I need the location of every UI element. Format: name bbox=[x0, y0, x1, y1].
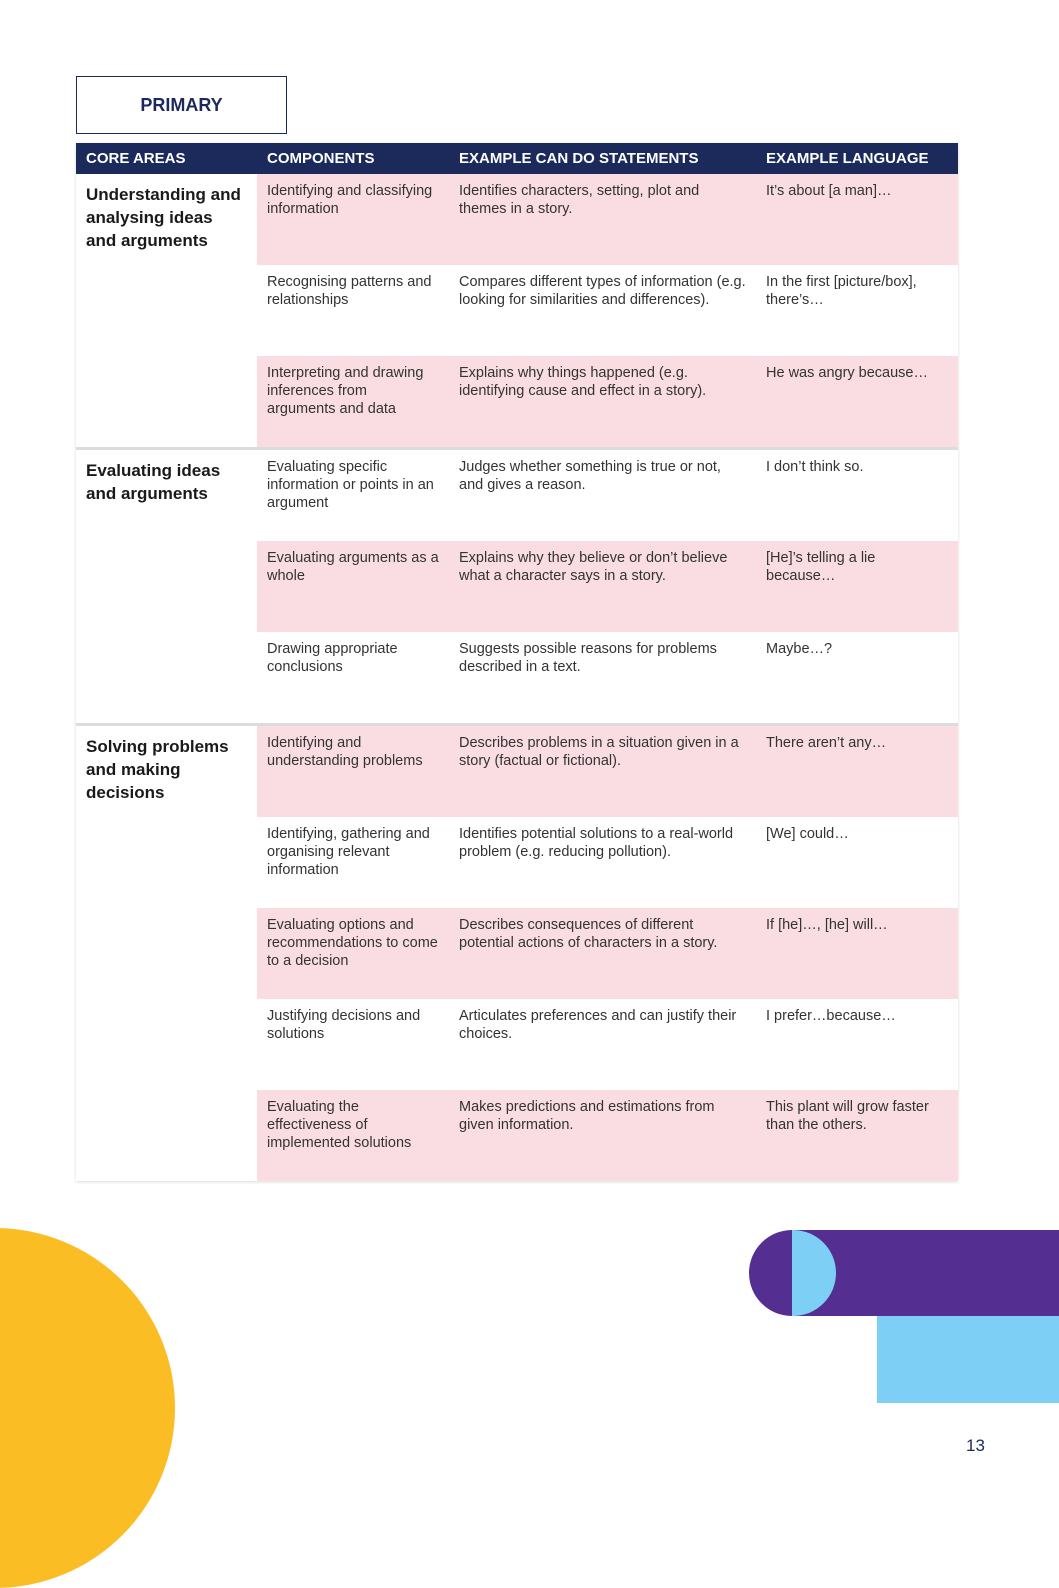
statement-cell: Explains why things happened (e.g. identifying cause and effect in a story). bbox=[459, 365, 707, 399]
header-statements: EXAMPLE CAN DO STATEMENTS bbox=[459, 150, 699, 167]
statement-cell: Makes predictions and estimations from given information. bbox=[459, 1099, 715, 1133]
core-area: Evaluating ideas and arguments bbox=[86, 461, 221, 503]
table-row bbox=[257, 1090, 958, 1181]
table-row bbox=[257, 450, 958, 541]
section-tag: PRIMARY bbox=[76, 76, 287, 134]
statement-cell: Describes problems in a situation given in a story (factual or fictional). bbox=[459, 735, 739, 769]
core-area: Solving problems and making decisions bbox=[86, 737, 229, 802]
core-area: Understanding and analysing ideas and arguments bbox=[86, 185, 241, 250]
language-cell: [He]’s telling a lie because… bbox=[766, 550, 876, 584]
statement-cell: Suggests possible reasons for problems described in a text. bbox=[459, 641, 717, 675]
language-cell: He was angry because… bbox=[766, 365, 928, 381]
component-cell: Evaluating specific information or points in an argument bbox=[267, 459, 434, 511]
statement-cell: Compares different types of information (e.g. looking for similarities and differences). bbox=[459, 274, 746, 308]
group-understanding bbox=[76, 174, 958, 447]
table-row bbox=[257, 541, 958, 632]
language-cell: There aren’t any… bbox=[766, 735, 887, 751]
decorative-blue-block bbox=[877, 1316, 1059, 1403]
component-cell: Identifying and classifying information bbox=[267, 183, 433, 217]
table-row bbox=[257, 632, 958, 723]
language-cell: It’s about [a man]… bbox=[766, 183, 892, 199]
group-solving bbox=[76, 723, 958, 1181]
table-row bbox=[257, 265, 958, 356]
statement-cell: Judges whether something is true or not, and gives a reason. bbox=[459, 459, 721, 493]
statement-cell: Describes consequences of different potential actions of characters in a story. bbox=[459, 917, 718, 951]
language-cell: [We] could… bbox=[766, 826, 849, 842]
table-row bbox=[257, 726, 958, 817]
component-cell: Drawing appropriate conclusions bbox=[267, 641, 398, 675]
statement-cell: Identifies characters, setting, plot and themes in a story. bbox=[459, 183, 700, 217]
page-number: 13 bbox=[966, 1436, 985, 1455]
language-cell: This plant will grow faster than the others. bbox=[766, 1099, 929, 1133]
statement-cell: Identifies potential solutions to a real-world problem (e.g. reducing pollution). bbox=[459, 826, 734, 860]
table-row bbox=[257, 356, 958, 447]
group-evaluating bbox=[76, 447, 958, 723]
decorative-yellow-circle bbox=[0, 1228, 175, 1588]
table-row bbox=[257, 908, 958, 999]
component-cell: Identifying, gathering and organising relevant information bbox=[267, 826, 430, 878]
language-cell: Maybe…? bbox=[766, 641, 833, 657]
statement-cell: Articulates preferences and can justify their choices. bbox=[459, 1008, 737, 1042]
language-cell: I prefer…because… bbox=[766, 1008, 896, 1024]
table-row bbox=[257, 817, 958, 908]
component-cell: Recognising patterns and relationships bbox=[267, 274, 432, 308]
skills-table bbox=[76, 143, 958, 1181]
component-cell: Identifying and understanding problems bbox=[267, 735, 423, 769]
language-cell: In the first [picture/box], there’s… bbox=[766, 274, 917, 308]
statement-cell: Explains why they believe or don’t believe what a character says in a story. bbox=[459, 550, 728, 584]
language-cell: I don’t think so. bbox=[766, 459, 864, 475]
component-cell: Evaluating the effectiveness of implemented solutions bbox=[267, 1099, 412, 1151]
component-cell: Evaluating arguments as a whole bbox=[267, 550, 439, 584]
component-cell: Evaluating options and recommendations to come to a decision bbox=[267, 917, 438, 969]
table-header bbox=[76, 143, 958, 174]
header-core-areas: CORE AREAS bbox=[86, 150, 186, 167]
component-cell: Interpreting and drawing inferences from arguments and data bbox=[267, 365, 424, 417]
table-row bbox=[257, 174, 958, 265]
component-cell: Justifying decisions and solutions bbox=[267, 1008, 421, 1042]
header-components: COMPONENTS bbox=[267, 150, 375, 167]
table-row bbox=[257, 999, 958, 1090]
header-language: EXAMPLE LANGUAGE bbox=[766, 150, 929, 167]
language-cell: If [he]…, [he] will… bbox=[766, 917, 888, 933]
